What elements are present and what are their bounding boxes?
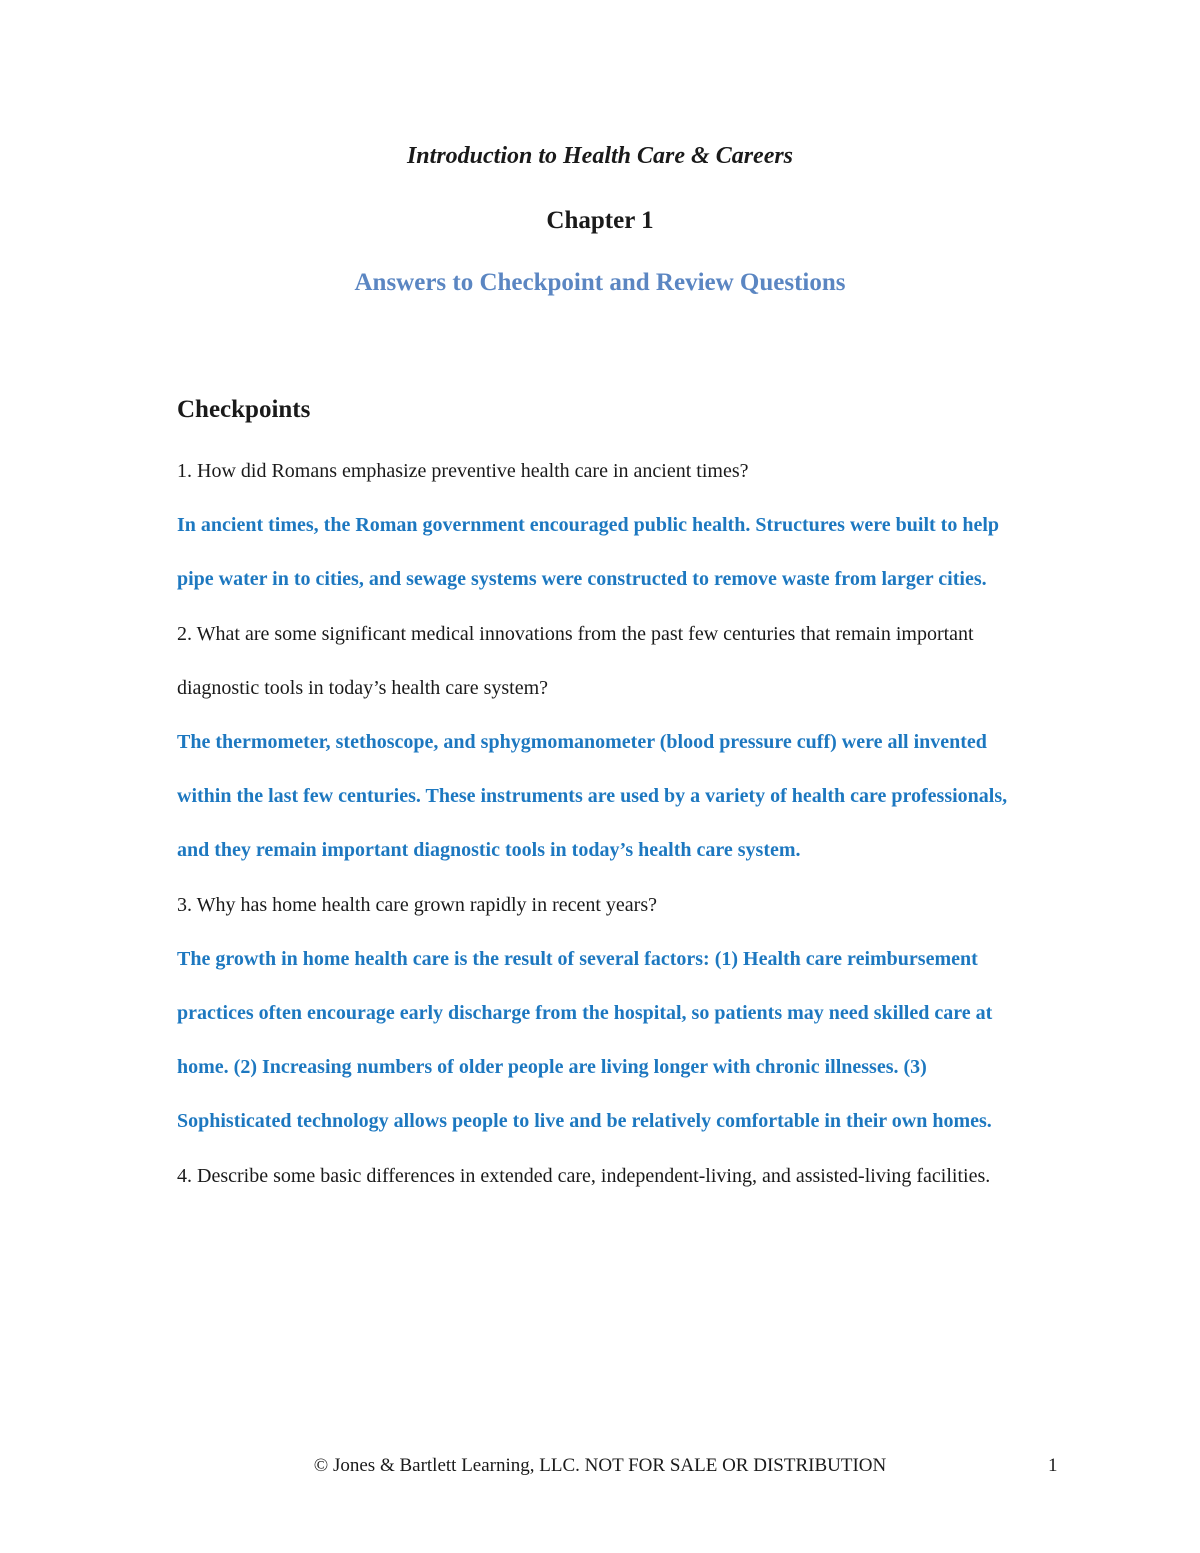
answer-3: The growth in home health care is the result of several factors: (1) Health care reimbursement practices often encourage early discharge from the hospital, so patients may need skilled care at home. (2) Increasing numbers of older people are living longer with chronic illnesses. (3) Sophisticated technology allows people to live and be relatively comfortable in their own homes. — [177, 947, 993, 1133]
document-title: Introduction to Health Care & Careers — [406, 143, 794, 169]
answer-1: In ancient times, the Roman government encouraged public health. Structures were built to help pipe water in to cities, and sewage systems were constructed to remove waste from larger cities. — [177, 514, 1000, 591]
document-subtitle: Answers to Checkpoint and Review Questions — [354, 269, 846, 296]
question-1: 1. How did Romans emphasize preventive health care in ancient times? — [177, 460, 749, 482]
question-2: 2. What are some significant medical innovations from the past few centuries that remain important diagnostic tools in today’s health care system? — [177, 622, 974, 699]
question-4: 4. Describe some basic differences in extended care, independent-living, and assisted-living facilities. — [177, 1164, 991, 1187]
page-number: 1 — [1048, 1455, 1058, 1476]
section-heading: Checkpoints — [177, 396, 311, 423]
question-3: 3. Why has home health care grown rapidly in recent years? — [177, 893, 657, 916]
copyright-notice: © Jones & Bartlett Learning, LLC. NOT FOR SALE OR DISTRIBUTION — [313, 1455, 887, 1476]
answer-2: The thermometer, stethoscope, and sphygmomanometer (blood pressure cuff) were all invented within the last few centuries. These instruments are used by a variety of health care professionals, and they remain important diagnostic tools in today’s health care system. — [177, 731, 1008, 862]
qa-list — [177, 444, 1037, 1203]
chapter-heading: Chapter 1 — [546, 207, 654, 234]
